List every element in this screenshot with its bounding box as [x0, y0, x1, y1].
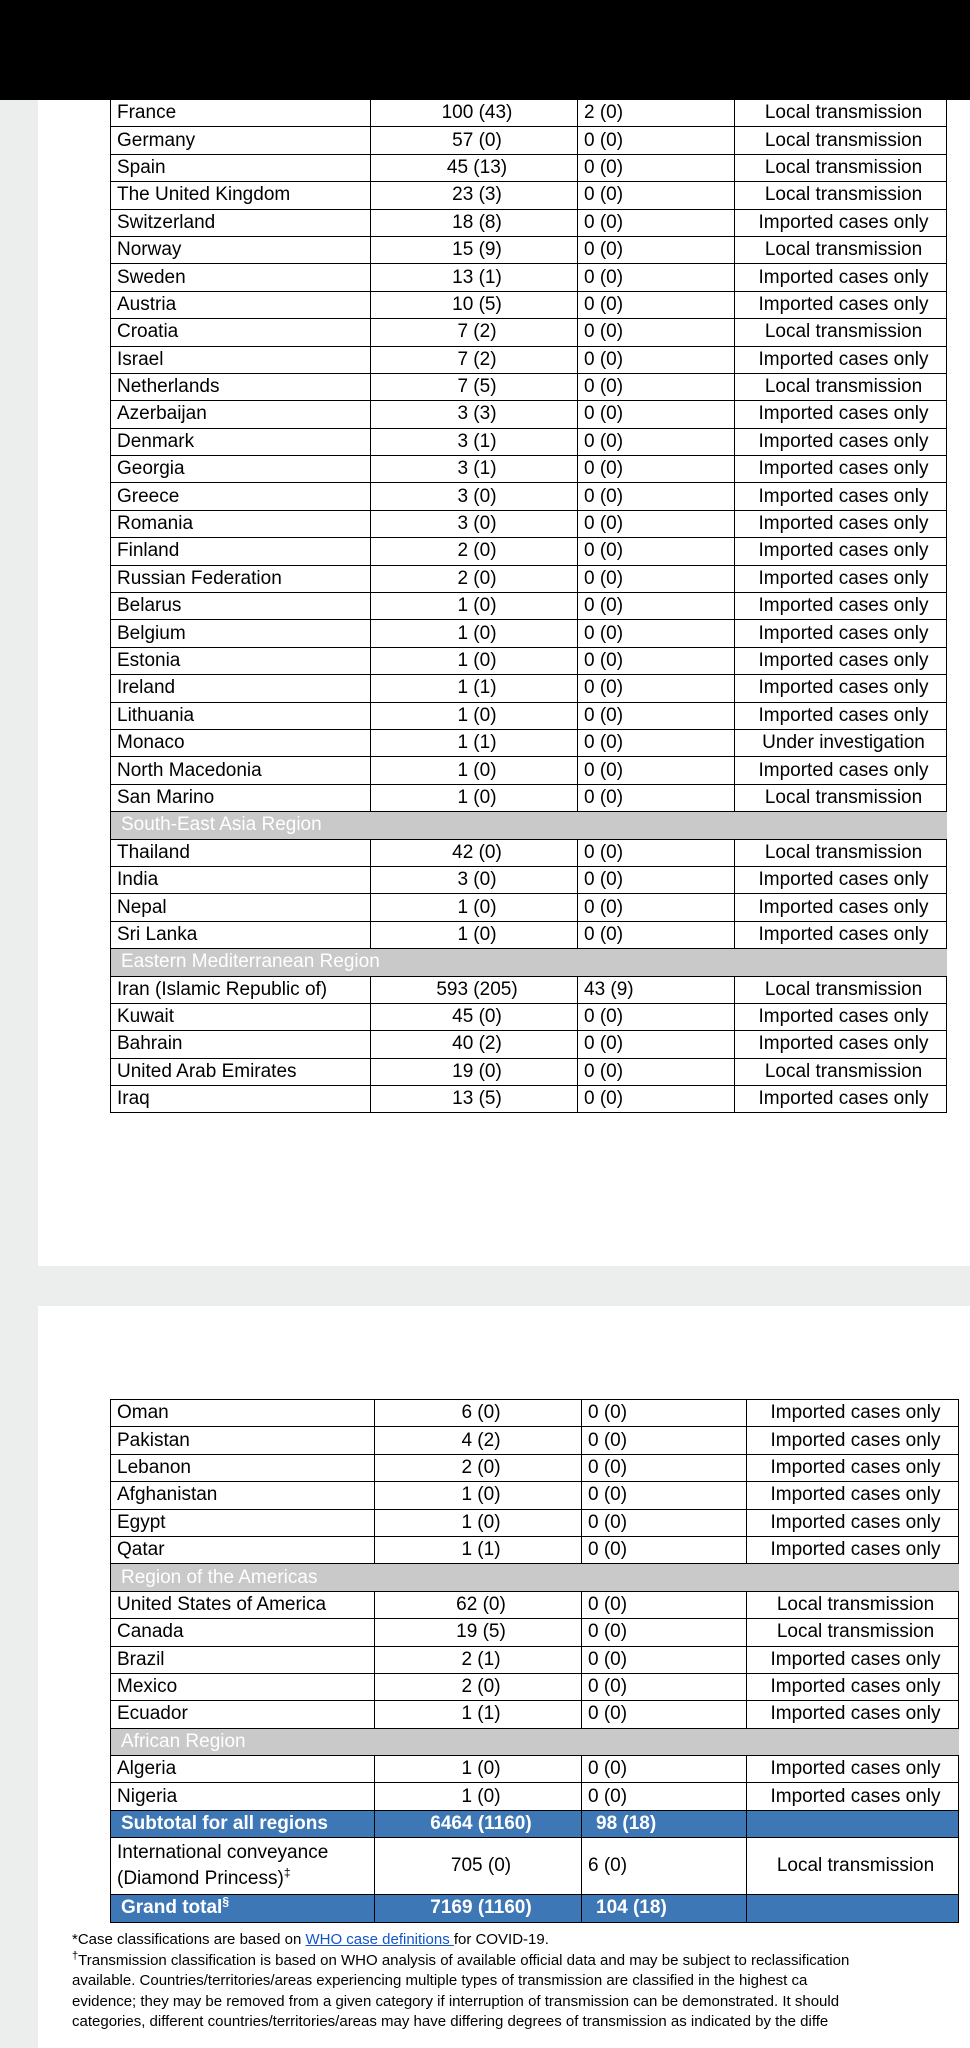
- table-row: [111, 291, 947, 318]
- country-name: Finland: [111, 538, 371, 565]
- total-confirmed-cases: 2 (0): [371, 565, 578, 592]
- total-deaths: 0 (0): [582, 1454, 747, 1481]
- transmission-classification: Local transmission: [735, 976, 947, 1003]
- country-name: Kuwait: [111, 1003, 371, 1030]
- transmission-classification: Imported cases only: [747, 1427, 959, 1454]
- transmission-classification: Imported cases only: [735, 1086, 947, 1113]
- total-confirmed-cases: 3 (1): [371, 428, 578, 455]
- total-deaths: 6 (0): [582, 1838, 747, 1895]
- region-header-row: [111, 1564, 959, 1591]
- total-confirmed-cases: 19 (5): [375, 1619, 582, 1646]
- transmission-classification: Imported cases only: [735, 510, 947, 537]
- transmission-classification: Imported cases only: [747, 1701, 959, 1728]
- transmission-classification: Imported cases only: [747, 1756, 959, 1783]
- total-deaths: 0 (0): [578, 373, 735, 400]
- transmission-classification: Local transmission: [747, 1619, 959, 1646]
- transmission-classification: Imported cases only: [747, 1536, 959, 1563]
- transmission-classification: [747, 1810, 959, 1837]
- total-confirmed-cases: 13 (1): [371, 264, 578, 291]
- country-name: United States of America: [111, 1591, 375, 1618]
- total-confirmed-cases: 45 (13): [371, 154, 578, 181]
- country-name: Brazil: [111, 1646, 375, 1673]
- country-name: Mexico: [111, 1673, 375, 1700]
- total-confirmed-cases: 62 (0): [375, 1591, 582, 1618]
- footnote-transmission-line-2: available. Countries/territories/areas experiencing multiple types of transmission are classified in the highest ca: [72, 1972, 808, 1989]
- country-name: Iran (Islamic Republic of): [111, 976, 371, 1003]
- table-row: [111, 1031, 947, 1058]
- transmission-classification: [747, 1895, 959, 1922]
- total-confirmed-cases: 1 (1): [375, 1701, 582, 1728]
- country-name: Belgium: [111, 620, 371, 647]
- country-name: Georgia: [111, 456, 371, 483]
- transmission-classification: Local transmission: [735, 236, 947, 263]
- country-name: Nepal: [111, 894, 371, 921]
- table-row: [111, 209, 947, 236]
- country-name: Denmark: [111, 428, 371, 455]
- total-deaths: 0 (0): [578, 702, 735, 729]
- transmission-classification: Imported cases only: [735, 456, 947, 483]
- table-row: [111, 373, 947, 400]
- table-row: [111, 1756, 959, 1783]
- transmission-classification: Imported cases only: [747, 1400, 959, 1427]
- country-name: Lebanon: [111, 1454, 375, 1481]
- table-row: [111, 702, 947, 729]
- total-row: [111, 1810, 959, 1837]
- country-name: Thailand: [111, 839, 371, 866]
- transmission-classification: Imported cases only: [735, 346, 947, 373]
- transmission-classification: Imported cases only: [735, 538, 947, 565]
- country-name: Germany: [111, 127, 371, 154]
- total-confirmed-cases: 2 (0): [375, 1454, 582, 1481]
- transmission-classification: Imported cases only: [735, 1003, 947, 1030]
- total-confirmed-cases: 18 (8): [371, 209, 578, 236]
- total-confirmed-cases: 3 (1): [371, 456, 578, 483]
- country-name: International conveyance (Diamond Princess)‡: [111, 1838, 375, 1895]
- total-confirmed-cases: 7 (2): [371, 319, 578, 346]
- table-row: [111, 428, 947, 455]
- transmission-classification: Under investigation: [735, 729, 947, 756]
- total-confirmed-cases: 1 (0): [371, 620, 578, 647]
- total-row: [111, 1895, 959, 1922]
- total-confirmed-cases: 1 (1): [371, 729, 578, 756]
- total-deaths: 0 (0): [578, 264, 735, 291]
- transmission-classification: Imported cases only: [735, 675, 947, 702]
- total-deaths: 0 (0): [582, 1701, 747, 1728]
- table-row: [111, 264, 947, 291]
- table-row: [111, 565, 947, 592]
- table-row: [111, 647, 947, 674]
- transmission-classification: Local transmission: [735, 1058, 947, 1085]
- transmission-classification: Imported cases only: [735, 483, 947, 510]
- total-deaths: 0 (0): [578, 620, 735, 647]
- footnote-mark: §: [222, 1895, 230, 1910]
- country-name: Ecuador: [111, 1701, 375, 1728]
- total-confirmed-cases: 1 (0): [371, 921, 578, 948]
- total-deaths: 0 (0): [582, 1646, 747, 1673]
- total-confirmed-cases: 1 (0): [371, 593, 578, 620]
- total-confirmed-cases: 42 (0): [371, 839, 578, 866]
- footnote-transmission-line-1: †Transmission classification is based on WHO analysis of available official data and may be subject to reclassification: [72, 1949, 850, 1969]
- total-confirmed-cases: 1 (0): [371, 647, 578, 674]
- total-deaths: 0 (0): [578, 839, 735, 866]
- table-row: [111, 1701, 959, 1728]
- total-deaths: 0 (0): [578, 1058, 735, 1085]
- total-confirmed-cases: 6464 (1160): [375, 1810, 582, 1837]
- table-row: [111, 1646, 959, 1673]
- table-row: [111, 1058, 947, 1085]
- total-deaths: 0 (0): [578, 401, 735, 428]
- country-name: Romania: [111, 510, 371, 537]
- total-deaths: 0 (0): [582, 1756, 747, 1783]
- table-row: [111, 1536, 959, 1563]
- region-name: Eastern Mediterranean Region: [111, 949, 947, 976]
- table-row: [111, 538, 947, 565]
- who-situation-table-page-2: [110, 1399, 959, 1923]
- total-deaths: 0 (0): [578, 291, 735, 318]
- country-name: Grand total§: [111, 1895, 375, 1922]
- transmission-classification: Imported cases only: [735, 894, 947, 921]
- country-name: Azerbaijan: [111, 401, 371, 428]
- total-deaths: 0 (0): [578, 428, 735, 455]
- transmission-classification: Imported cases only: [747, 1673, 959, 1700]
- country-name: Ireland: [111, 675, 371, 702]
- total-deaths: 0 (0): [578, 1003, 735, 1030]
- total-deaths: 0 (0): [582, 1482, 747, 1509]
- table-row: [111, 401, 947, 428]
- transmission-classification: Imported cases only: [735, 291, 947, 318]
- total-confirmed-cases: 7 (2): [371, 346, 578, 373]
- country-name: Qatar: [111, 1536, 375, 1563]
- transmission-classification: Local transmission: [735, 373, 947, 400]
- total-deaths: 43 (9): [578, 976, 735, 1003]
- table-row: [111, 1673, 959, 1700]
- table-row: [111, 866, 947, 893]
- total-deaths: 0 (0): [582, 1783, 747, 1810]
- total-confirmed-cases: 3 (3): [371, 401, 578, 428]
- country-name: Switzerland: [111, 209, 371, 236]
- total-confirmed-cases: 19 (0): [371, 1058, 578, 1085]
- table-row: [111, 729, 947, 756]
- country-name: Monaco: [111, 729, 371, 756]
- total-confirmed-cases: 1 (1): [371, 675, 578, 702]
- transmission-classification: Imported cases only: [735, 757, 947, 784]
- country-name: Austria: [111, 291, 371, 318]
- country-name: Subtotal for all regions: [111, 1810, 375, 1837]
- total-confirmed-cases: 2 (0): [371, 538, 578, 565]
- country-name: Russian Federation: [111, 565, 371, 592]
- total-confirmed-cases: 1 (0): [371, 894, 578, 921]
- country-name: Spain: [111, 154, 371, 181]
- table-row: [111, 1003, 947, 1030]
- transmission-classification: Imported cases only: [747, 1646, 959, 1673]
- country-name: Netherlands: [111, 373, 371, 400]
- total-confirmed-cases: 100 (43): [371, 100, 578, 127]
- dagger-mark: †: [72, 1949, 79, 1962]
- region-name: Region of the Americas: [111, 1564, 959, 1591]
- table-row: [111, 236, 947, 263]
- table-row: [111, 346, 947, 373]
- country-name: Estonia: [111, 647, 371, 674]
- country-name: Sri Lanka: [111, 921, 371, 948]
- total-deaths: 0 (0): [578, 1086, 735, 1113]
- country-name: Algeria: [111, 1756, 375, 1783]
- total-confirmed-cases: 13 (5): [371, 1086, 578, 1113]
- country-name: Belarus: [111, 593, 371, 620]
- total-deaths: 0 (0): [578, 127, 735, 154]
- transmission-classification: Imported cases only: [735, 921, 947, 948]
- total-deaths: 0 (0): [578, 538, 735, 565]
- table-row: [111, 483, 947, 510]
- total-deaths: 0 (0): [578, 593, 735, 620]
- total-confirmed-cases: 1 (1): [375, 1536, 582, 1563]
- total-confirmed-cases: 7 (5): [371, 373, 578, 400]
- transmission-classification: Imported cases only: [747, 1482, 959, 1509]
- total-deaths: 0 (0): [578, 456, 735, 483]
- transmission-classification: Imported cases only: [747, 1783, 959, 1810]
- transmission-classification: Local transmission: [735, 839, 947, 866]
- region-name: African Region: [111, 1728, 959, 1755]
- transmission-classification: Imported cases only: [735, 428, 947, 455]
- table-row: [111, 1591, 959, 1618]
- transmission-classification: Local transmission: [735, 182, 947, 209]
- table-row: [111, 510, 947, 537]
- total-deaths: 0 (0): [578, 483, 735, 510]
- total-deaths: 104 (18): [582, 1895, 747, 1922]
- table-row: [111, 456, 947, 483]
- total-confirmed-cases: 57 (0): [371, 127, 578, 154]
- top-black-bar: [0, 0, 970, 100]
- total-confirmed-cases: 10 (5): [371, 291, 578, 318]
- country-name: India: [111, 866, 371, 893]
- transmission-classification: Imported cases only: [735, 593, 947, 620]
- total-deaths: 0 (0): [582, 1619, 747, 1646]
- total-deaths: 0 (0): [578, 236, 735, 263]
- total-deaths: 2 (0): [578, 100, 735, 127]
- table-row: [111, 976, 947, 1003]
- table-row: [111, 675, 947, 702]
- total-deaths: 0 (0): [578, 510, 735, 537]
- total-confirmed-cases: 45 (0): [371, 1003, 578, 1030]
- total-deaths: 0 (0): [578, 866, 735, 893]
- country-name: North Macedonia: [111, 757, 371, 784]
- total-deaths: 0 (0): [578, 757, 735, 784]
- table-row: [111, 319, 947, 346]
- table-row: [111, 921, 947, 948]
- total-deaths: 0 (0): [578, 1031, 735, 1058]
- total-deaths: 0 (0): [582, 1400, 747, 1427]
- transmission-classification: Local transmission: [735, 784, 947, 811]
- transmission-classification: Imported cases only: [735, 565, 947, 592]
- transmission-classification: Imported cases only: [747, 1509, 959, 1536]
- footnotes: [72, 1930, 970, 2033]
- country-name: Croatia: [111, 319, 371, 346]
- total-confirmed-cases: 23 (3): [371, 182, 578, 209]
- table-row: [111, 784, 947, 811]
- footnote-case-classification: *Case classifications are based on WHO case definitions for COVID-19.: [72, 1931, 549, 1948]
- table-row: [111, 1783, 959, 1810]
- total-deaths: 0 (0): [578, 182, 735, 209]
- table-row: [111, 1400, 959, 1427]
- total-confirmed-cases: 15 (9): [371, 236, 578, 263]
- transmission-classification: Local transmission: [735, 154, 947, 181]
- region-name: South-East Asia Region: [111, 812, 947, 839]
- country-name: Pakistan: [111, 1427, 375, 1454]
- country-name: Nigeria: [111, 1783, 375, 1810]
- table-row: [111, 1427, 959, 1454]
- country-name: Sweden: [111, 264, 371, 291]
- total-confirmed-cases: 1 (0): [371, 757, 578, 784]
- table-row: [111, 1482, 959, 1509]
- transmission-classification: Imported cases only: [747, 1454, 959, 1481]
- transmission-classification: Imported cases only: [735, 647, 947, 674]
- total-deaths: 0 (0): [578, 209, 735, 236]
- table-row: [111, 127, 947, 154]
- total-deaths: 0 (0): [582, 1536, 747, 1563]
- total-deaths: 0 (0): [578, 565, 735, 592]
- footnote-transmission-line-4: categories, different countries/territories/areas may have differing degrees of transmission as indicated by the diffe: [72, 2013, 829, 2030]
- total-confirmed-cases: 1 (0): [371, 784, 578, 811]
- transmission-classification: Imported cases only: [735, 209, 947, 236]
- region-header-row: [111, 812, 947, 839]
- total-confirmed-cases: 1 (0): [375, 1509, 582, 1536]
- table-row: [111, 757, 947, 784]
- total-deaths: 0 (0): [578, 154, 735, 181]
- country-name: Greece: [111, 483, 371, 510]
- total-confirmed-cases: 2 (1): [375, 1646, 582, 1673]
- total-confirmed-cases: 40 (2): [371, 1031, 578, 1058]
- total-confirmed-cases: 3 (0): [371, 510, 578, 537]
- total-deaths: 0 (0): [578, 729, 735, 756]
- total-confirmed-cases: 4 (2): [375, 1427, 582, 1454]
- total-deaths: 0 (0): [582, 1509, 747, 1536]
- country-name: Canada: [111, 1619, 375, 1646]
- total-confirmed-cases: 7169 (1160): [375, 1895, 582, 1922]
- table-row: [111, 894, 947, 921]
- conveyance-row: [111, 1838, 959, 1895]
- total-confirmed-cases: 593 (205): [371, 976, 578, 1003]
- total-deaths: 0 (0): [578, 647, 735, 674]
- footnote-transmission-line-3: evidence; they may be removed from a given category if interruption of transmission can be demonstrated. It should: [72, 1992, 840, 2010]
- transmission-classification: Local transmission: [747, 1838, 959, 1895]
- total-confirmed-cases: 1 (0): [375, 1756, 582, 1783]
- total-confirmed-cases: 2 (0): [375, 1673, 582, 1700]
- total-deaths: 98 (18): [582, 1810, 747, 1837]
- country-name: The United Kingdom: [111, 182, 371, 209]
- country-name: Oman: [111, 1400, 375, 1427]
- table-row: [111, 182, 947, 209]
- table-row: [111, 1509, 959, 1536]
- table-row: [111, 1086, 947, 1113]
- document-page-1: [38, 100, 970, 1266]
- country-name: United Arab Emirates: [111, 1058, 371, 1085]
- table-row: [111, 154, 947, 181]
- country-name: France: [111, 100, 371, 127]
- transmission-classification: Local transmission: [735, 127, 947, 154]
- total-confirmed-cases: 1 (0): [371, 702, 578, 729]
- region-header-row: [111, 1728, 959, 1755]
- who-situation-table-page-1: [110, 100, 947, 1113]
- transmission-classification: Imported cases only: [735, 620, 947, 647]
- country-name: Iraq: [111, 1086, 371, 1113]
- who-case-definitions-link[interactable]: WHO case definitions: [305, 1931, 454, 1948]
- total-deaths: 0 (0): [578, 346, 735, 373]
- transmission-classification: Imported cases only: [735, 702, 947, 729]
- table-row: [111, 100, 947, 127]
- country-name: San Marino: [111, 784, 371, 811]
- total-deaths: 0 (0): [582, 1673, 747, 1700]
- table-row: [111, 1619, 959, 1646]
- country-name: Lithuania: [111, 702, 371, 729]
- total-deaths: 0 (0): [578, 894, 735, 921]
- total-confirmed-cases: 1 (0): [375, 1783, 582, 1810]
- transmission-classification: Local transmission: [735, 100, 947, 127]
- total-confirmed-cases: 3 (0): [371, 866, 578, 893]
- transmission-classification: Imported cases only: [735, 401, 947, 428]
- total-deaths: 0 (0): [578, 784, 735, 811]
- transmission-classification: Imported cases only: [735, 264, 947, 291]
- country-name: Israel: [111, 346, 371, 373]
- table-row: [111, 839, 947, 866]
- total-deaths: 0 (0): [578, 921, 735, 948]
- total-deaths: 0 (0): [582, 1427, 747, 1454]
- country-name: Bahrain: [111, 1031, 371, 1058]
- total-confirmed-cases: 1 (0): [375, 1482, 582, 1509]
- transmission-classification: Local transmission: [747, 1591, 959, 1618]
- country-name: Egypt: [111, 1509, 375, 1536]
- footnote-mark: ‡: [283, 1865, 291, 1880]
- total-confirmed-cases: 6 (0): [375, 1400, 582, 1427]
- country-name: Afghanistan: [111, 1482, 375, 1509]
- table-row: [111, 593, 947, 620]
- table-row: [111, 1454, 959, 1481]
- transmission-classification: Imported cases only: [735, 866, 947, 893]
- transmission-classification: Local transmission: [735, 319, 947, 346]
- total-deaths: 0 (0): [578, 675, 735, 702]
- total-confirmed-cases: 705 (0): [375, 1838, 582, 1895]
- total-deaths: 0 (0): [578, 319, 735, 346]
- total-deaths: 0 (0): [582, 1591, 747, 1618]
- table-row: [111, 620, 947, 647]
- transmission-classification: Imported cases only: [735, 1031, 947, 1058]
- country-name: Norway: [111, 236, 371, 263]
- region-header-row: [111, 949, 947, 976]
- total-confirmed-cases: 3 (0): [371, 483, 578, 510]
